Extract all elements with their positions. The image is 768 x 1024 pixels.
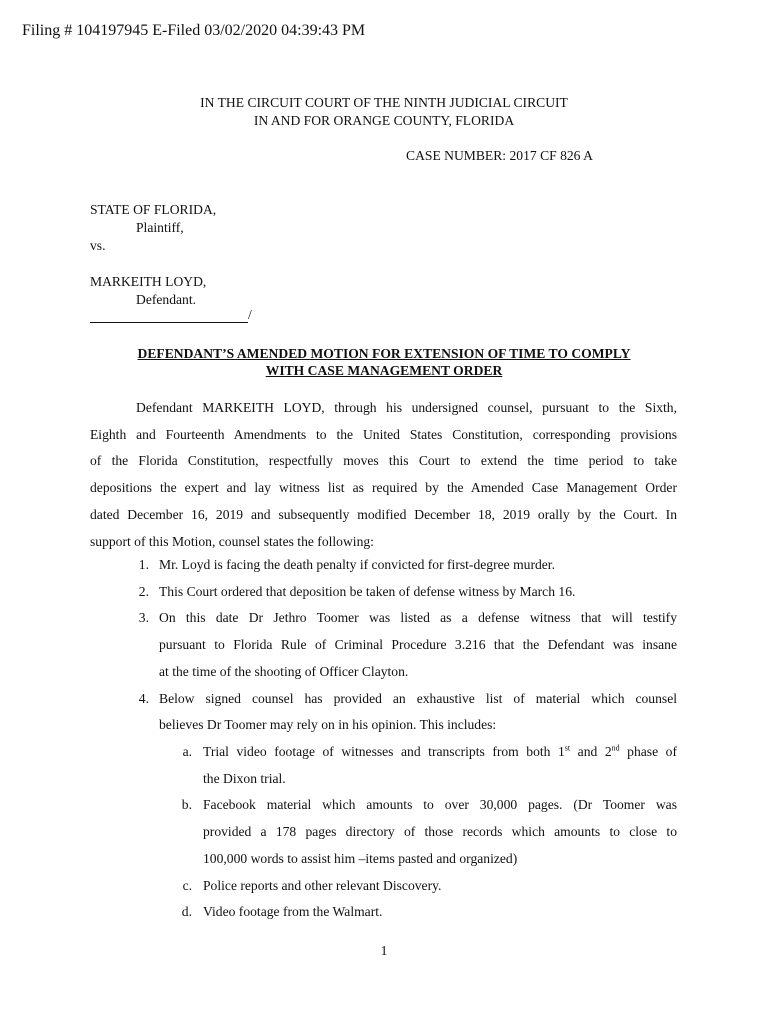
caption-signature-line xyxy=(90,322,248,323)
sub-list-label: d. xyxy=(181,904,192,920)
list-number: 2. xyxy=(138,583,149,599)
intro-paragraph xyxy=(90,395,677,555)
list-text: Mr. Loyd is facing the death penalty if convicted for first-degree murder. xyxy=(159,557,555,572)
page-number: 1 xyxy=(380,943,388,958)
sub-list-text: the Dixon trial. xyxy=(203,770,286,786)
sub-list-text: Facebook material which amounts to over 30,000 pages. (Dr Toomer was xyxy=(203,797,677,813)
court-county: IN AND FOR ORANGE COUNTY, FLORIDA xyxy=(253,113,515,128)
intro-line: support of this Motion, counsel states the following: xyxy=(90,533,374,549)
plaintiff-name: STATE OF FLORIDA, xyxy=(90,202,217,217)
list-text: Below signed counsel has provided an exhaustive list of material which counsel xyxy=(159,690,677,706)
list-text: This Court ordered that deposition be taken of defense witness by March 16. xyxy=(159,583,576,599)
list-number: 4. xyxy=(138,690,149,706)
list-item xyxy=(127,579,677,606)
intro-line: dated December 16, 2019 and subsequently modified December 18, 2019 orally by the Court. In xyxy=(90,506,677,522)
sub-list-text: Video footage from the Walmart. xyxy=(203,904,383,920)
sub-list-item-c xyxy=(170,873,677,900)
sub-list-text: provided a 178 pages directory of those records which amounts to close to xyxy=(203,824,677,840)
defendant-role: Defendant. xyxy=(136,292,197,307)
sub-list-label: b. xyxy=(181,797,192,813)
list-text: On this date Dr Jethro Toomer was listed as a defense witness that will testify xyxy=(159,610,677,626)
case-number: CASE NUMBER: 2017 CF 826 A xyxy=(406,148,593,163)
list-item xyxy=(127,605,677,685)
list-item xyxy=(127,686,677,739)
sub-list-item-a xyxy=(170,739,677,792)
list-number: 1. xyxy=(138,557,149,572)
motion-title-line1: DEFENDANT’S AMENDED MOTION FOR EXTENSION OF TIME TO COMPLY xyxy=(137,346,631,361)
intro-line: Eighth and Fourteenth Amendments to the United States Constitution, corresponding provisions xyxy=(90,426,677,442)
defendant-name: MARKEITH LOYD, xyxy=(90,274,207,289)
sub-list-text: Trial video footage of witnesses and transcripts from both 1st and 2nd phase of xyxy=(203,743,677,759)
list-text: believes Dr Toomer may rely on in his opinion. This includes: xyxy=(159,717,497,733)
caption-slash: / xyxy=(248,307,252,322)
intro-line: of the Florida Constitution, respectfully moves this Court to extend the time period to take xyxy=(90,453,677,469)
sub-list-item-d xyxy=(170,899,677,926)
list-text: pursuant to Florida Rule of Criminal Procedure 3.216 that the Defendant was insane xyxy=(159,637,677,653)
sub-list-text: 100,000 words to assist him –items pasted and organized) xyxy=(203,850,518,866)
intro-line: depositions the expert and lay witness list as required by the Amended Case Management Order xyxy=(90,480,677,496)
plaintiff-role: Plaintiff, xyxy=(136,220,184,235)
list-item xyxy=(127,552,677,579)
intro-line: Defendant MARKEITH LOYD, through his undersigned counsel, pursuant to the Sixth, xyxy=(136,400,677,415)
motion-title-line2: WITH CASE MANAGEMENT ORDER xyxy=(265,363,503,378)
sub-list-text: Police reports and other relevant Discovery. xyxy=(203,877,442,893)
versus-label: vs. xyxy=(90,238,106,253)
list-number: 3. xyxy=(138,610,149,626)
filing-header: Filing # 104197945 E-Filed 03/02/2020 04:39:43 PM xyxy=(22,22,366,39)
numbered-list xyxy=(127,552,677,739)
sub-list-label: c. xyxy=(182,877,192,893)
court-name: IN THE CIRCUIT COURT OF THE NINTH JUDICIAL CIRCUIT xyxy=(200,95,568,110)
sub-list-label: a. xyxy=(182,744,192,759)
sub-list xyxy=(170,739,677,926)
sub-list-item-b xyxy=(170,792,677,872)
list-text: at the time of the shooting of Officer Clayton. xyxy=(159,663,409,679)
